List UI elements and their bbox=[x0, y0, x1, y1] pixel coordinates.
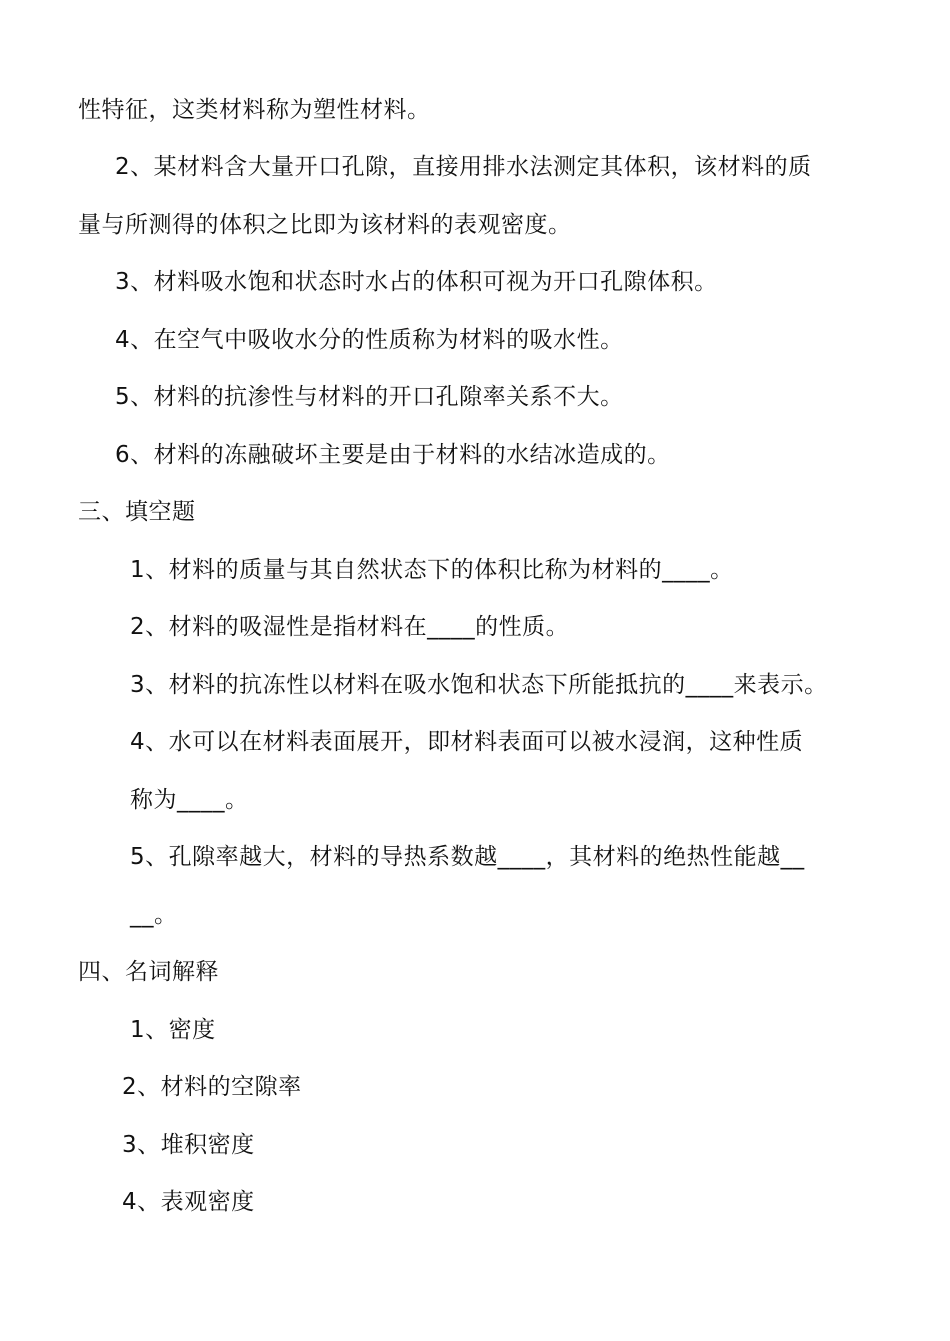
term-item: 3、堆积密度 bbox=[122, 1132, 255, 1158]
fill-blank-item: 5、孔隙率越大，材料的导热系数越____，其材料的绝热性能越__ bbox=[130, 844, 805, 870]
text-line: 称为____。 bbox=[130, 787, 249, 813]
term-item: 1、密度 bbox=[130, 1017, 216, 1043]
section-heading: 四、名词解释 bbox=[78, 959, 219, 985]
fill-blank-item: 2、材料的吸湿性是指材料在____的性质。 bbox=[130, 614, 570, 640]
true-false-item: 6、材料的冻融破坏主要是由于材料的水结冰造成的。 bbox=[115, 442, 671, 468]
fill-blank-item: 1、材料的质量与其自然状态下的体积比称为材料的____。 bbox=[130, 557, 734, 583]
fill-blank-item: 4、水可以在材料表面展开，即材料表面可以被水浸润，这种性质 bbox=[130, 729, 804, 755]
term-item: 4、表观密度 bbox=[122, 1189, 255, 1215]
text-line: __。 bbox=[130, 902, 178, 928]
true-false-item: 3、材料吸水饱和状态时水占的体积可视为开口孔隙体积。 bbox=[115, 269, 718, 295]
true-false-item: 2、某材料含大量开口孔隙，直接用排水法测定其体积，该材料的质 bbox=[115, 154, 812, 180]
true-false-item: 5、材料的抗渗性与材料的开口孔隙率关系不大。 bbox=[115, 384, 624, 410]
true-false-item: 4、在空气中吸收水分的性质称为材料的吸水性。 bbox=[115, 327, 624, 353]
term-item: 2、材料的空隙率 bbox=[122, 1074, 302, 1100]
section-heading: 三、填空题 bbox=[78, 499, 196, 525]
fill-blank-item: 3、材料的抗冻性以材料在吸水饱和状态下所能抵抗的____来表示。 bbox=[130, 672, 828, 698]
text-line: 性特征，这类材料称为塑性材料。 bbox=[78, 97, 431, 123]
text-line: 量与所测得的体积之比即为该材料的表观密度。 bbox=[78, 212, 572, 238]
